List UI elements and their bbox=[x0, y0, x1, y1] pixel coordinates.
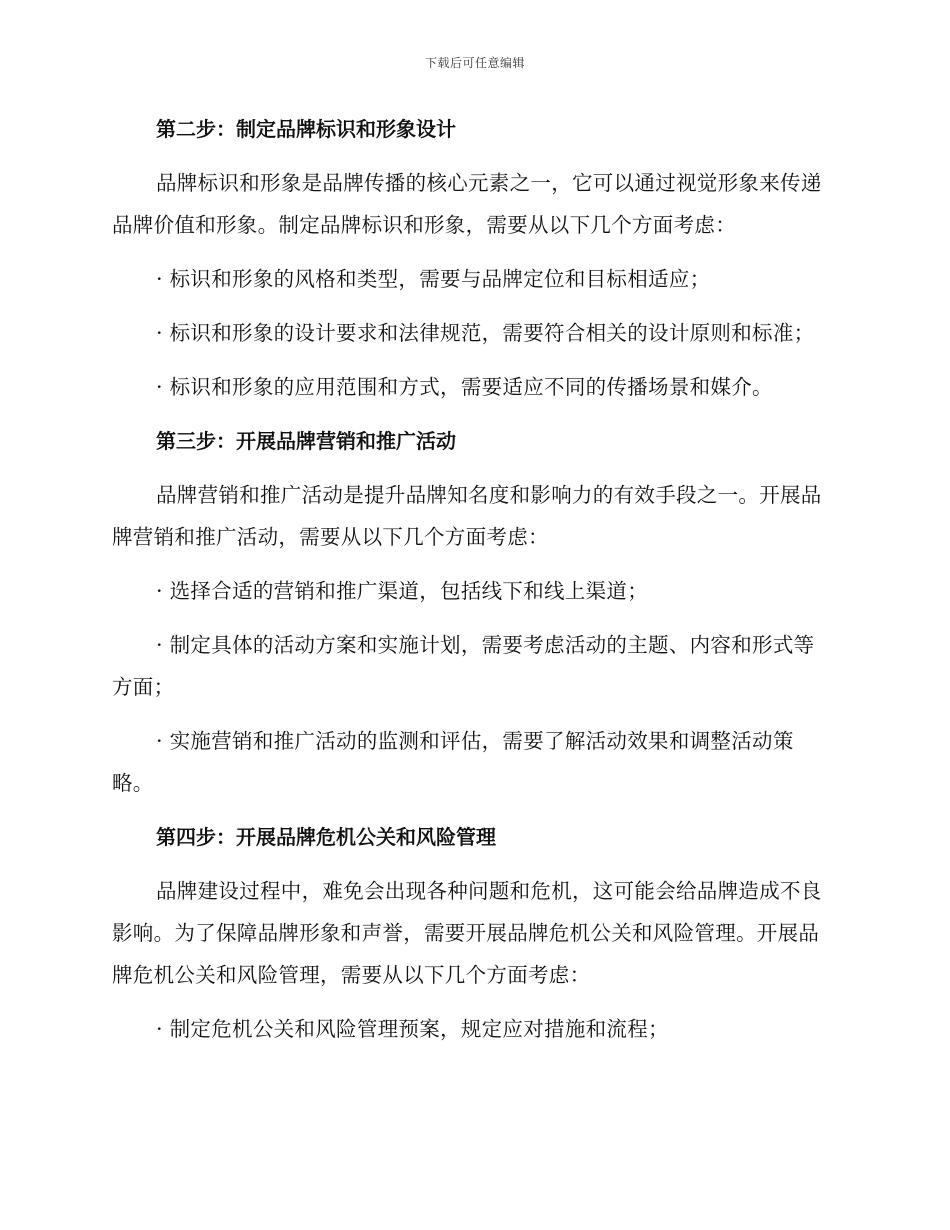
section-paragraph: 品牌建设过程中，难免会出现各种问题和危机，这可能会给品牌造成不良影响。为了保障品牌形象和声誉，需要开展品牌危机公关和风险管理。开展品牌危机公关和风险管理，需要从以下几个方面考虑： bbox=[112, 879, 822, 987]
header-note: 下载后可任意编辑 bbox=[424, 56, 525, 70]
section-step-2 bbox=[112, 108, 832, 408]
section-step-4 bbox=[112, 816, 832, 1050]
section-heading: 第四步：开展品牌危机公关和风险管理 bbox=[156, 825, 496, 849]
section-step-3 bbox=[112, 420, 832, 804]
bullet-item: · 制定具体的活动方案和实施计划，需要考虑活动的主题、内容和形式等方面； bbox=[112, 633, 815, 699]
bullet-item: · 标识和形象的设计要求和法律规范，需要符合相关的设计原则和标准； bbox=[156, 321, 815, 345]
bullet-item: · 标识和形象的风格和类型，需要与品牌定位和目标相适应； bbox=[156, 267, 711, 291]
section-heading: 第二步：制定品牌标识和形象设计 bbox=[156, 117, 456, 141]
bullet-item: · 选择合适的营销和推广渠道，包括线下和线上渠道； bbox=[156, 579, 649, 603]
document-body bbox=[112, 108, 832, 1062]
bullet-item: · 制定危机公关和风险管理预案，规定应对措施和流程； bbox=[156, 1017, 669, 1041]
section-paragraph: 品牌标识和形象是品牌传播的核心元素之一，它可以通过视觉形象来传递品牌价值和形象。制定品牌标识和形象，需要从以下几个方面考虑： bbox=[112, 171, 822, 237]
bullet-item: · 标识和形象的应用范围和方式，需要适应不同的传播场景和媒介。 bbox=[156, 375, 773, 399]
section-paragraph: 品牌营销和推广活动是提升品牌知名度和影响力的有效手段之一。开展品牌营销和推广活动，需要从以下几个方面考虑： bbox=[112, 483, 822, 549]
bullet-item: · 实施营销和推广活动的监测和评估，需要了解活动效果和调整活动策略。 bbox=[112, 729, 794, 795]
section-heading: 第三步：开展品牌营销和推广活动 bbox=[156, 429, 456, 453]
